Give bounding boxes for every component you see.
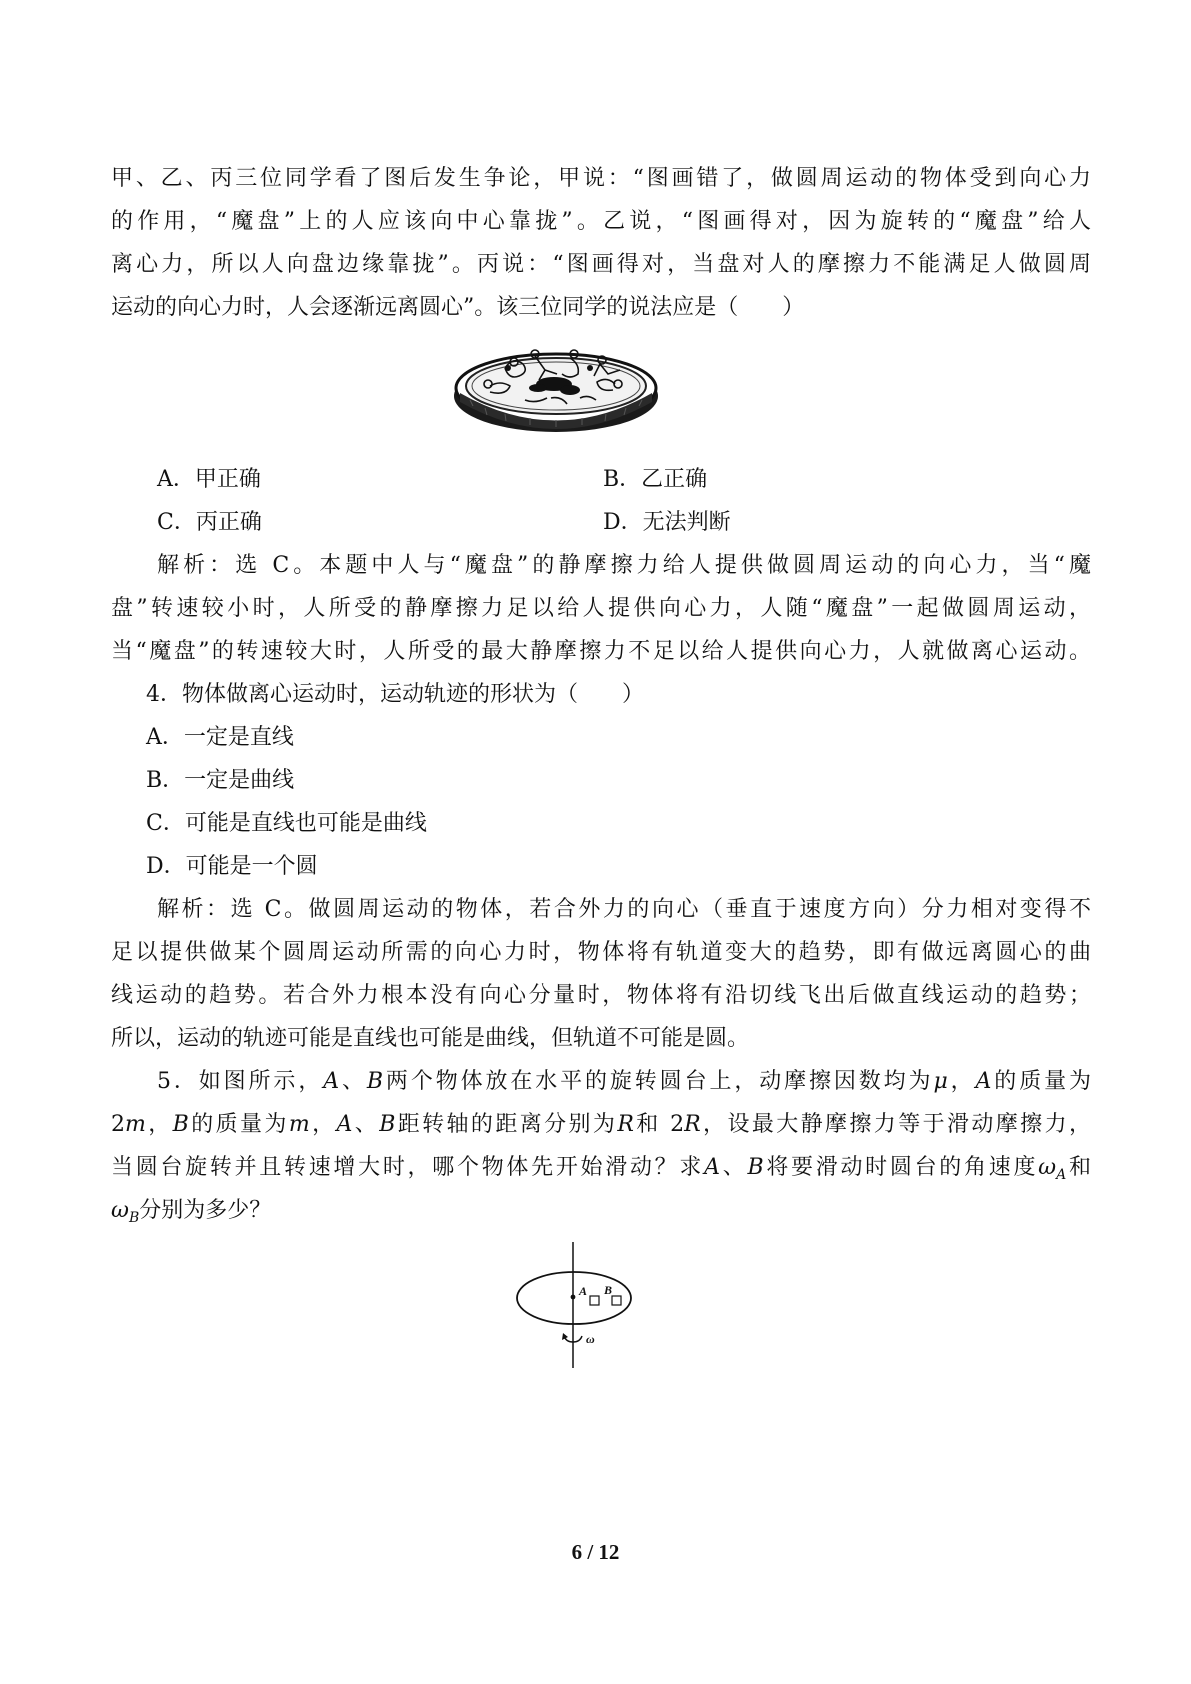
center-point <box>571 1295 576 1300</box>
q5-stem-line-3: 当圆台旋转并且转速增大时，哪个物体先开始滑动？求A、B将要滑动时圆台的角速度$\omega_A$和 <box>111 1155 1091 1184</box>
q5-stem-line-4: $\omega_B$分别为多少？ <box>111 1198 272 1227</box>
q3-analysis-line-3: 当“魔盘”的转速较大时，人所受的最大静摩擦力不足以给人提供向心力，人就做离心运动。 <box>111 639 1091 664</box>
q4-analysis-line-4: 所以，运动的轨迹可能是直线也可能是曲线，但轨道不可能是圆。 <box>111 1026 750 1051</box>
q4-option-d: D．可能是一个圆 <box>146 854 318 879</box>
label-b: B <box>604 1283 613 1297</box>
q3-stem-line-1: 甲、乙、丙三位同学看了图后发生争论，甲说：“图画错了，做圆周运动的物体受到向心力 <box>111 166 1092 191</box>
q3-stem-line-4: 运动的向心力时，人会逐渐远离圆心”。该三位同学的说法应是（ ） <box>111 295 805 320</box>
block-b <box>612 1296 621 1305</box>
q3-option-b: B．乙正确 <box>603 467 708 492</box>
q3-analysis-line-2: 盘”转速较小时，人所受的静摩擦力足以给人提供向心力，人随“魔盘”一起做圆周运动， <box>111 596 1091 621</box>
q4-analysis-line-1: 解析：选 C。做圆周运动的物体，若合外力的向心（垂直于速度方向）分力相对变得不 <box>157 897 1091 922</box>
q3-stem-line-2: 的作用，“魔盘”上的人应该向中心靠拢”。乙说，“图画得对，因为旋转的“魔盘”给人 <box>111 209 1091 234</box>
label-omega: ω <box>586 1332 595 1346</box>
label-a: A <box>579 1284 588 1298</box>
magic-disc-figure <box>450 338 662 434</box>
q4-option-c: C．可能是直线也可能是曲线 <box>146 811 427 836</box>
page-number: 6 / 12 <box>571 1540 620 1564</box>
block-a <box>590 1296 599 1305</box>
q4-analysis-line-2: 足以提供做某个圆周运动所需的向心力时，物体将有轨道变大的趋势，即有做远离圆心的曲 <box>111 940 1091 965</box>
q3-option-d: D．无法判断 <box>603 510 731 535</box>
q4-stem: 4．物体做离心运动时，运动轨迹的形状为（ ） <box>146 682 644 707</box>
q4-option-a: A．一定是直线 <box>146 725 294 750</box>
q3-option-c: C．丙正确 <box>157 510 262 535</box>
q4-option-b: B．一定是曲线 <box>146 768 295 793</box>
q3-analysis-line-1: 解析：选 C。本题中人与“魔盘”的静摩擦力给人提供做圆周运动的向心力，当“魔 <box>157 553 1091 578</box>
q5-stem-line-1: 5．如图所示，A、B两个物体放在水平的旋转圆台上，动摩擦因数均为μ，A的质量为 <box>157 1069 1091 1094</box>
q3-option-a: A．甲正确 <box>157 467 261 492</box>
q3-stem-line-3: 离心力，所以人向盘边缘靠拢”。丙说：“图画得对，当盘对人的摩擦力不能满足人做圆周 <box>111 252 1091 277</box>
rotating-platform-figure <box>512 1240 642 1370</box>
q5-stem-line-2: 2m，B的质量为m，A、B距转轴的距离分别为R和 2R，设最大静摩擦力等于滑动摩擦力， <box>111 1112 1091 1137</box>
q4-analysis-line-3: 线运动的趋势。若合外力根本没有向心分量时，物体将有沿切线飞出后做直线运动的趋势； <box>111 983 1091 1008</box>
